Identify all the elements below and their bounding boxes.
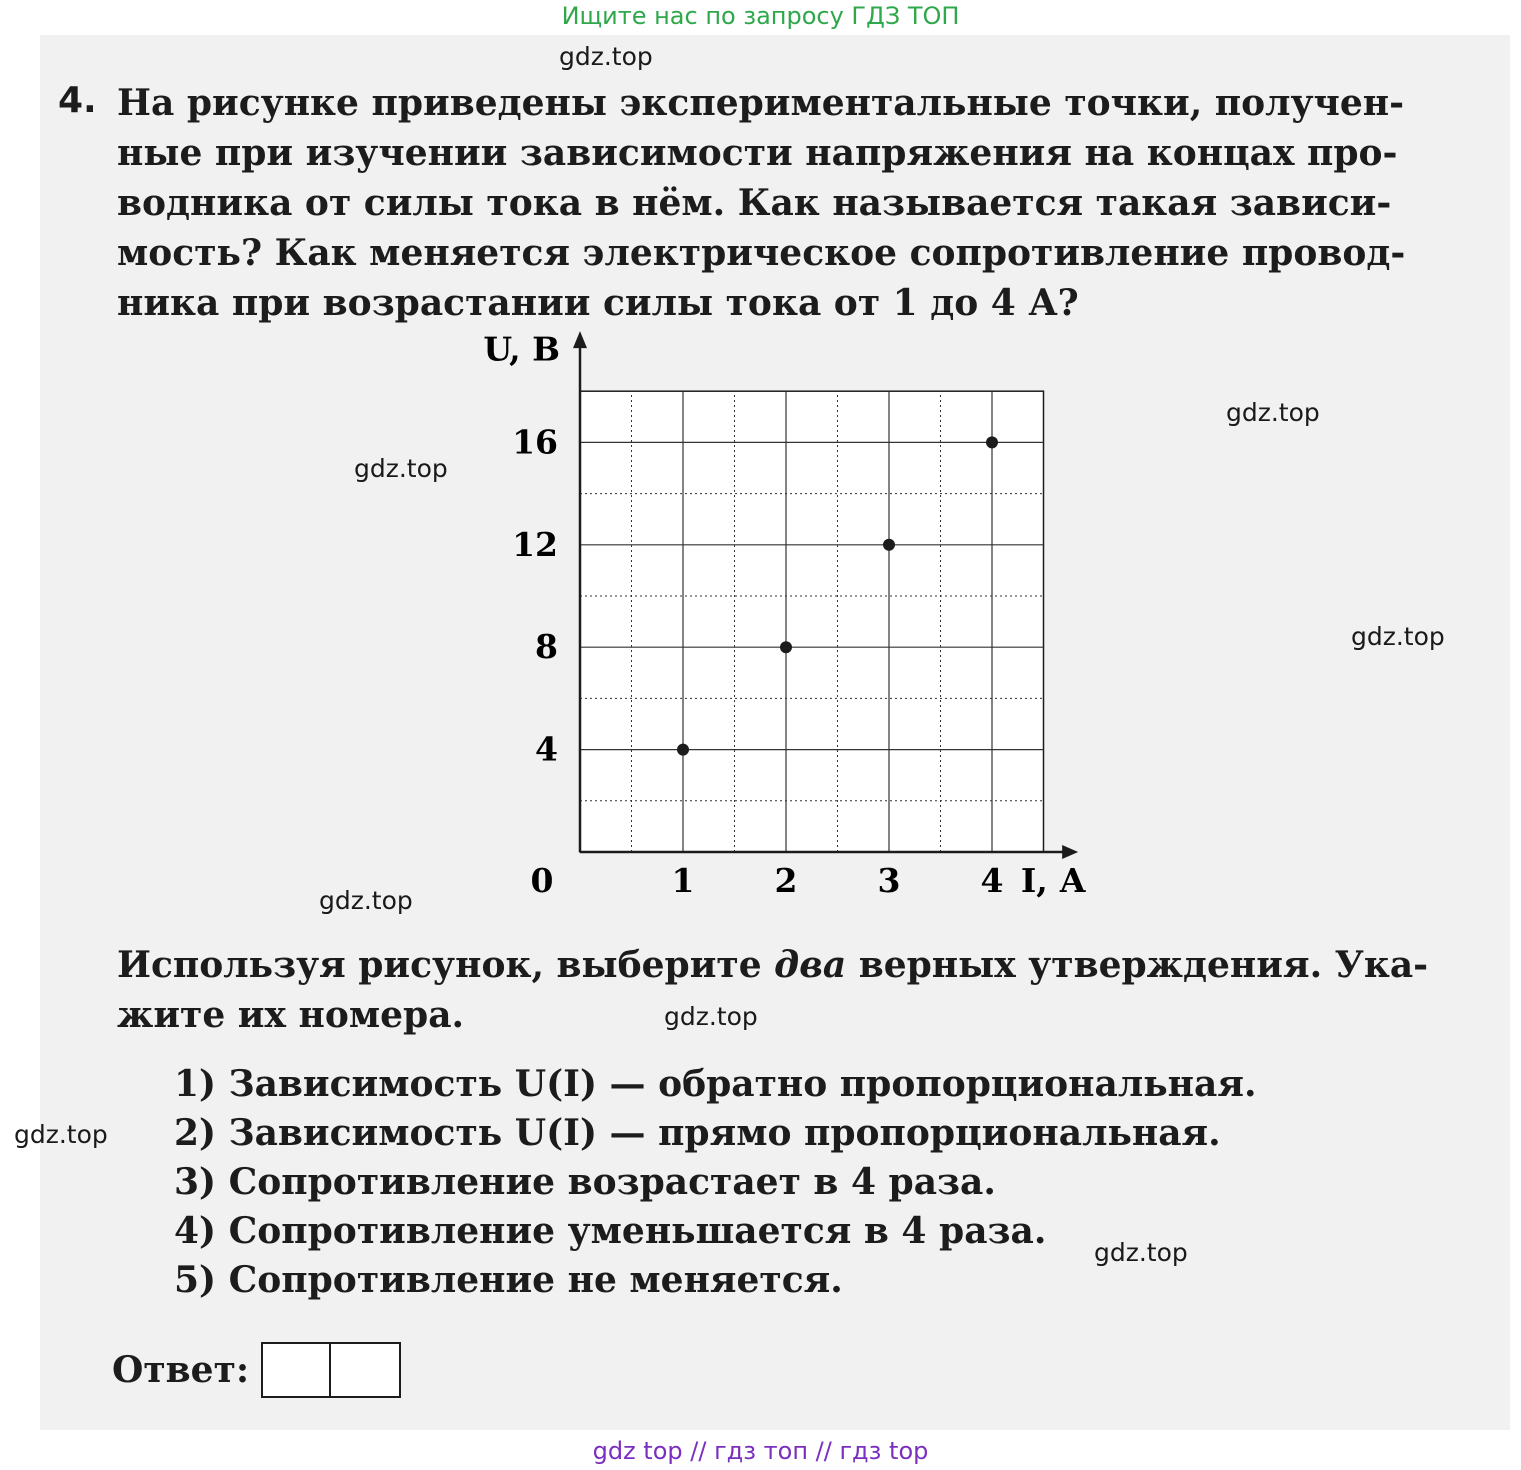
watermark: gdz.top	[1351, 622, 1445, 651]
answer-cell-2[interactable]	[331, 1342, 401, 1398]
emphasis-word: два	[774, 944, 847, 986]
plot-grid	[580, 391, 1044, 852]
top-banner: Ищите нас по запросу ГДЗ ТОП	[561, 2, 960, 30]
answer-options	[174, 1060, 1256, 1305]
option-item: 1) Зависимость U(I) — обратно пропорциональная.	[174, 1063, 1257, 1105]
option-item: 3) Сопротивление возрастает в 4 раза.	[174, 1161, 996, 1203]
question-line: ника при возрастании силы тока от 1 до 4 А?	[117, 282, 1079, 324]
data-point	[677, 744, 689, 756]
plot-svg	[470, 330, 1110, 910]
y-tick-label: 12	[512, 524, 558, 564]
x-axis-label: I, А	[1020, 861, 1087, 900]
y-tick-label: 16	[512, 422, 558, 462]
y-axis-arrow	[573, 331, 587, 348]
data-point	[780, 641, 792, 653]
x-tick-label: 2	[774, 861, 798, 900]
data-point	[883, 539, 895, 551]
plot-area	[580, 391, 1044, 852]
instruction-line	[117, 940, 1428, 990]
question-line: ные при изучении зависимости напряжения на концах про-	[117, 132, 1398, 174]
watermark: gdz.top	[319, 886, 413, 915]
answer-block	[112, 1342, 401, 1398]
y-tick-label: 8	[535, 627, 558, 667]
watermark: gdz.top	[354, 454, 448, 483]
answer-cell-1[interactable]	[261, 1342, 331, 1398]
watermark: gdz.top	[14, 1120, 108, 1149]
voltage-current-plot	[470, 330, 1110, 914]
watermark: gdz.top	[559, 42, 653, 71]
instruction-part: Используя рисунок, выберите	[117, 944, 775, 986]
instruction-line: жите их номера.	[117, 994, 465, 1036]
watermark: gdz.top	[1226, 398, 1320, 427]
x-tick-label: 3	[877, 861, 901, 900]
instruction-text	[117, 940, 1428, 1040]
question-text	[117, 78, 1447, 328]
footer-links: gdz top // гдз топ // гдз top	[592, 1437, 929, 1465]
option-item: 2) Зависимость U(I) — прямо пропорциональная.	[174, 1112, 1221, 1154]
x-tick-label: 4	[980, 861, 1004, 900]
question-line: водника от силы тока в нём. Как называется такая зависи-	[117, 182, 1392, 224]
question-line: мость? Как меняется электрическое сопротивление провод-	[117, 232, 1406, 274]
question-line: На рисунке приведены экспериментальные точки, получен-	[117, 82, 1405, 124]
y-axis-label: U, В	[483, 330, 560, 369]
option-item: 5) Сопротивление не меняется.	[174, 1259, 843, 1301]
task-number: 4.	[58, 80, 97, 121]
watermark: gdz.top	[664, 1002, 758, 1031]
watermark: gdz.top	[1094, 1238, 1188, 1267]
answer-label: Ответ:	[112, 1349, 250, 1391]
x-axis-arrow	[1062, 845, 1078, 859]
x-tick-label: 1	[671, 861, 695, 900]
origin-label: 0	[530, 861, 554, 900]
y-tick-label: 4	[535, 729, 558, 769]
data-point	[986, 436, 998, 448]
option-item: 4) Сопротивление уменьшается в 4 раза.	[174, 1210, 1047, 1252]
instruction-part: верных утверждения. Ука-	[846, 944, 1429, 986]
